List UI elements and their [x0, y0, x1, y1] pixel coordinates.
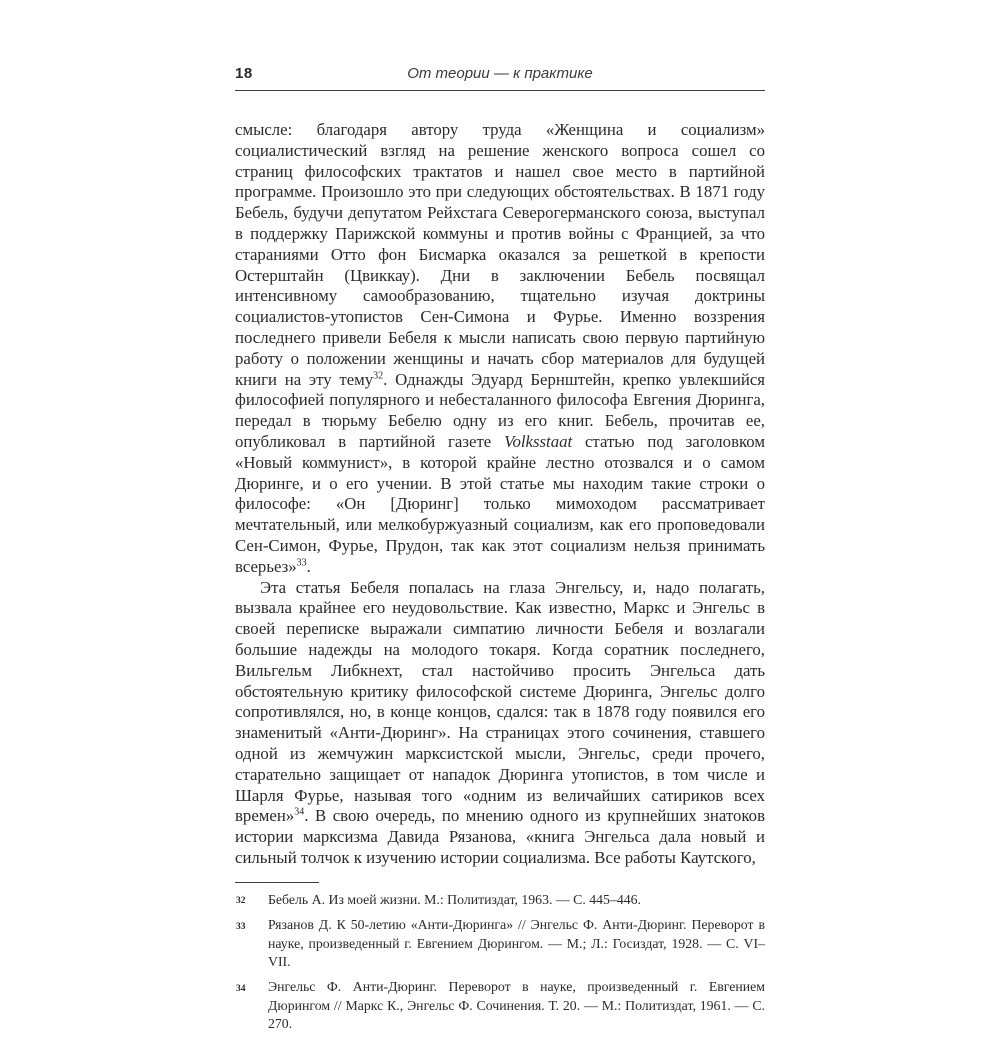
text-run: . Однажды Эдуард Бернштейн, крепко увлекшийся философией популярного и небесталанного философа Евгения Дюринга, передал в тюрьму Бебелю одну из его книг. Бебель, прочитав ее, опубликовал в партийной газете: [235, 369, 765, 451]
page-number: 18: [235, 65, 253, 82]
book-page: [235, 0, 765, 1041]
footnote-reference: 32: [373, 369, 384, 381]
text-run: .: [306, 556, 311, 576]
text-run: статью под заголовком «Новый коммунист», в которой крайне лестно отозвался и о самом Дюринге, и о его учении. В этой статье мы находим такие строки о философе: «Он [Дюринг] только мимоходом рассматривает мечтательный, или мелкобуржуазный социализм, как его проповедовали Сен-Симон, Фурье, Прудон, так как этот социализм нельзя принимать всерьез»: [235, 431, 765, 576]
text-run: . В свою очередь, по мнению одного из крупнейших знатоков истории марксизма Давида Рязанова, «книга Энгельса дала новый и сильный толчок к изучению истории социализма. Все работы Каутского,: [235, 806, 765, 867]
footnote: [235, 978, 765, 1033]
footnote-list: [235, 891, 765, 1034]
footnote-text: Рязанов Д. К 50-летию «Анти-Дюринга» // Энгельс Ф. Анти-Дюринг. Переворот в науке, произведенный г. Евгением Дюрингом. — М.; Л.: Госиздат, 1928. — С. VI–VII.: [268, 917, 765, 969]
footnote-number: 32: [236, 896, 246, 907]
footnote: [235, 916, 765, 971]
paragraph: [235, 578, 765, 869]
footnote-number: 34: [236, 983, 246, 994]
text-run: смысле: благодаря автору труда «Женщина и социализм» социалистический взгляд на решение женского вопроса сошел со страниц философских трактатов и нашел свое место в партийной программе. Произошло это при следующих обстоятельствах. В 1871 году Бебель, будучи депутатом Рейхстага Северогерманского союза, выступал в поддержку Парижской коммуны и против войны с Францией, за что стараниями Отто фон Бисмарка оказался за решеткой в крепости Остерштайн (Цвиккау). Дни в заключении Бебель посвящал интенсивному самообразованию, тщательно изучая доктрины социалистов-утопистов Сен-Симона и Фурье. Именно воззрения последнего привели Бебеля к мысли написать свою первую партийную работу о положении женщины и начать сбор материалов для будущей книги на эту тему: [235, 120, 765, 389]
footnote-reference: 34: [294, 806, 305, 818]
running-title: От теории — к практике: [407, 65, 593, 82]
footnote-number: 33: [236, 921, 246, 932]
paragraph: [235, 120, 765, 578]
text-run: Эта статья Бебеля попалась на глаза Энгельсу, и, надо полагать, вызвала крайнее его неудовольствие. Как известно, Маркс и Энгельс в своей переписке выражали симпатию личности Бебеля и возлагали большие надежды на молодого токаря. Когда соратник последнего, Вильгельм Либкнехт, стал настойчиво просить Энгельса дать обстоятельную критику философской системе Дюринга, Энгельс долго сопротивлялся, но, в конце концов, сдался: так в 1878 году появился его знаменитый «Анти-Дюринг». На страницах этого сочинения, ставшего одной из жемчужин марксистской мысли, Энгельс, среди прочего, старательно защищает от нападок Дюринга утопистов, в том числе и Шарля Фурье, называя того «одним из величайших сатириков всех времен»: [235, 577, 765, 826]
footnote-text: Энгельс Ф. Анти-Дюринг. Переворот в науке, произведенный г. Евгением Дюрингом // Маркс К., Энгельс Ф. Сочинения. Т. 20. — М.: Политиздат, 1961. — С. 270.: [268, 979, 765, 1032]
running-header: [235, 64, 765, 91]
footnote-reference: 33: [296, 557, 307, 569]
italic-title-run: Volksstaat: [504, 431, 573, 451]
footnote-separator-rule: [235, 882, 319, 883]
body-text: [235, 120, 765, 869]
footnote-text: Бебель А. Из моей жизни. М.: Политиздат, 1963. — С. 445–446.: [268, 891, 641, 907]
footnotes-section: [235, 882, 765, 1034]
footnote: [235, 891, 765, 909]
